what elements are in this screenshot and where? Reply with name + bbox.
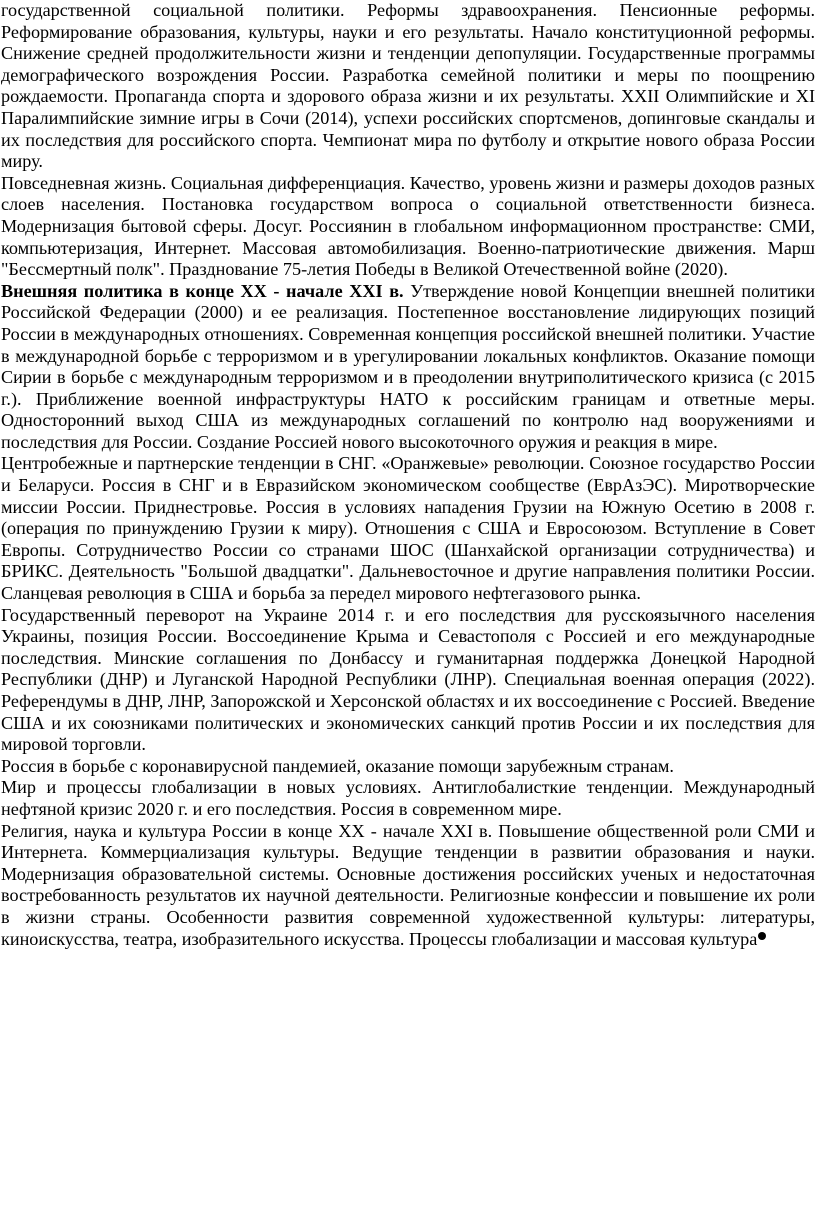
paragraph-text: Мир и процессы глобализации в новых условиях. Антиглобалисткие тенденции. Международный нефтяной кризис 2020 г. и его последствия. Россия в современном мире. [1, 777, 815, 819]
paragraph-text: Утверждение новой Концепции внешней политики Российской Федерации (2000) и ее реализация. Постепенное восстановление лидирующих позиций России в международных отношениях. Современная концепция российской внешней политики. Участие в международной борьбе с терроризмом и в урегулировании локальных конфликтов. Оказание помощи Сирии в борьбе с международным терроризмом и в преодолении внутриполитического кризиса (с 2015 г.). Приближение военной инфраструктуры НАТО к российским границам и ответные меры. Односторонний выход США из международных соглашений по контролю над вооружениями и последствия для России. Создание Россией нового высокоточного оружия и реакция в мире. [1, 280, 815, 452]
paragraph-text: Повседневная жизнь. Социальная дифференциация. Качество, уровень жизни и размеры доходов разных слоев населения. Постановка государством вопроса о социальной ответственности бизнеса. Модернизация бытовой сферы. Досуг. Россиянин в глобальном информационном пространстве: СМИ, компьютеризация, Интернет. Массовая автомобилизация. Военно-патриотические движения. Марш "Бессмертный полк". Празднование 75-летия Победы в Великой Отечественной войне (2020). [1, 172, 815, 280]
paragraph-foreign-policy [1, 281, 815, 454]
paragraph-cis [1, 453, 815, 604]
paragraph-globalization [1, 777, 815, 820]
paragraph-text: Религия, наука и культура России в конце XX - начале XXI в. Повышение общественной роли СМИ и Интернета. Коммерциализация культуры. Ведущие тенденции в развитии образования и науки. Модернизация образовательной системы. Основные достижения российских ученых и недостаточная востребованность результатов их научной деятельности. Религиозные конфессии и повышение их роли в жизни страны. Особенности развития современной художественной культуры: литературы, киноискусства, театра, изобразительного искусства. Процессы глобализации и массовая культура [1, 820, 815, 949]
paragraph-text: Россия в борьбе с коронавирусной пандемией, оказание помощи зарубежным странам. [1, 755, 674, 776]
paragraph-culture [1, 821, 815, 951]
paragraph-everyday-life [1, 173, 815, 281]
paragraph-ukraine [1, 605, 815, 756]
paragraph-pandemic [1, 756, 815, 778]
paragraph-text: Государственный переворот на Украине 2014 г. и его последствия для русскоязычного населения Украины, позиция России. Воссоединение Крыма и Севастополя с Россией и его международные последствия. Минские соглашения по Донбассу и гуманитарная поддержка Донецкой Народной Республики (ДНР) и Луганской Народной Республики (ЛНР). Специальная военная операция (2022). Референдумы в ДНР, ЛНР, Запорожской и Херсонской областях и их воссоединение с Россией. Введение США и их союзниками политических и экономических санкций против России и их последствия для мировой торговли. [1, 604, 815, 755]
paragraph-text: государственной социальной политики. Реформы здравоохранения. Пенсионные реформы. Реформирование образования, культуры, науки и его результаты. Начало конституционной реформы. Снижение средней продолжительности жизни и тенденции депопуляции. Государственные программы демографического возрождения России. Разработка семейной политики и меры по поощрению рождаемости. Пропаганда спорта и здорового образа жизни и их результаты. XXII Олимпийские и XI Паралимпийские зимние игры в Сочи (2014), успехи российских спортсменов, допинговые скандалы и их последствия для российского спорта. Чемпионат мира по футболу и открытие нового образа России миру. [1, 0, 815, 172]
paragraph-text: Центробежные и партнерские тенденции в СНГ. «Оранжевые» революции. Союзное государство России и Беларуси. Россия в СНГ и в Евразийском экономическом сообществе (ЕврАзЭС). Миротворческие миссии России. Приднестровье. Россия в условиях нападения Грузии на Южную Осетию в 2008 г. (операция по принуждению Грузии к миру). Отношения с США и Евросоюзом. Вступление в Совет Европы. Сотрудничество России со странами ШОС (Шанхайской организации сотрудничества) и БРИКС. Деятельность "Большой двадцатки". Дальневосточное и другие направления политики России. Сланцевая революция в США и борьба за передел мирового нефтегазового рынка. [1, 453, 815, 604]
bullet-dot-icon [758, 932, 766, 940]
paragraph-social-policy [1, 0, 815, 173]
section-heading: Внешняя политика в конце XX - начале XXI в. [1, 280, 404, 301]
